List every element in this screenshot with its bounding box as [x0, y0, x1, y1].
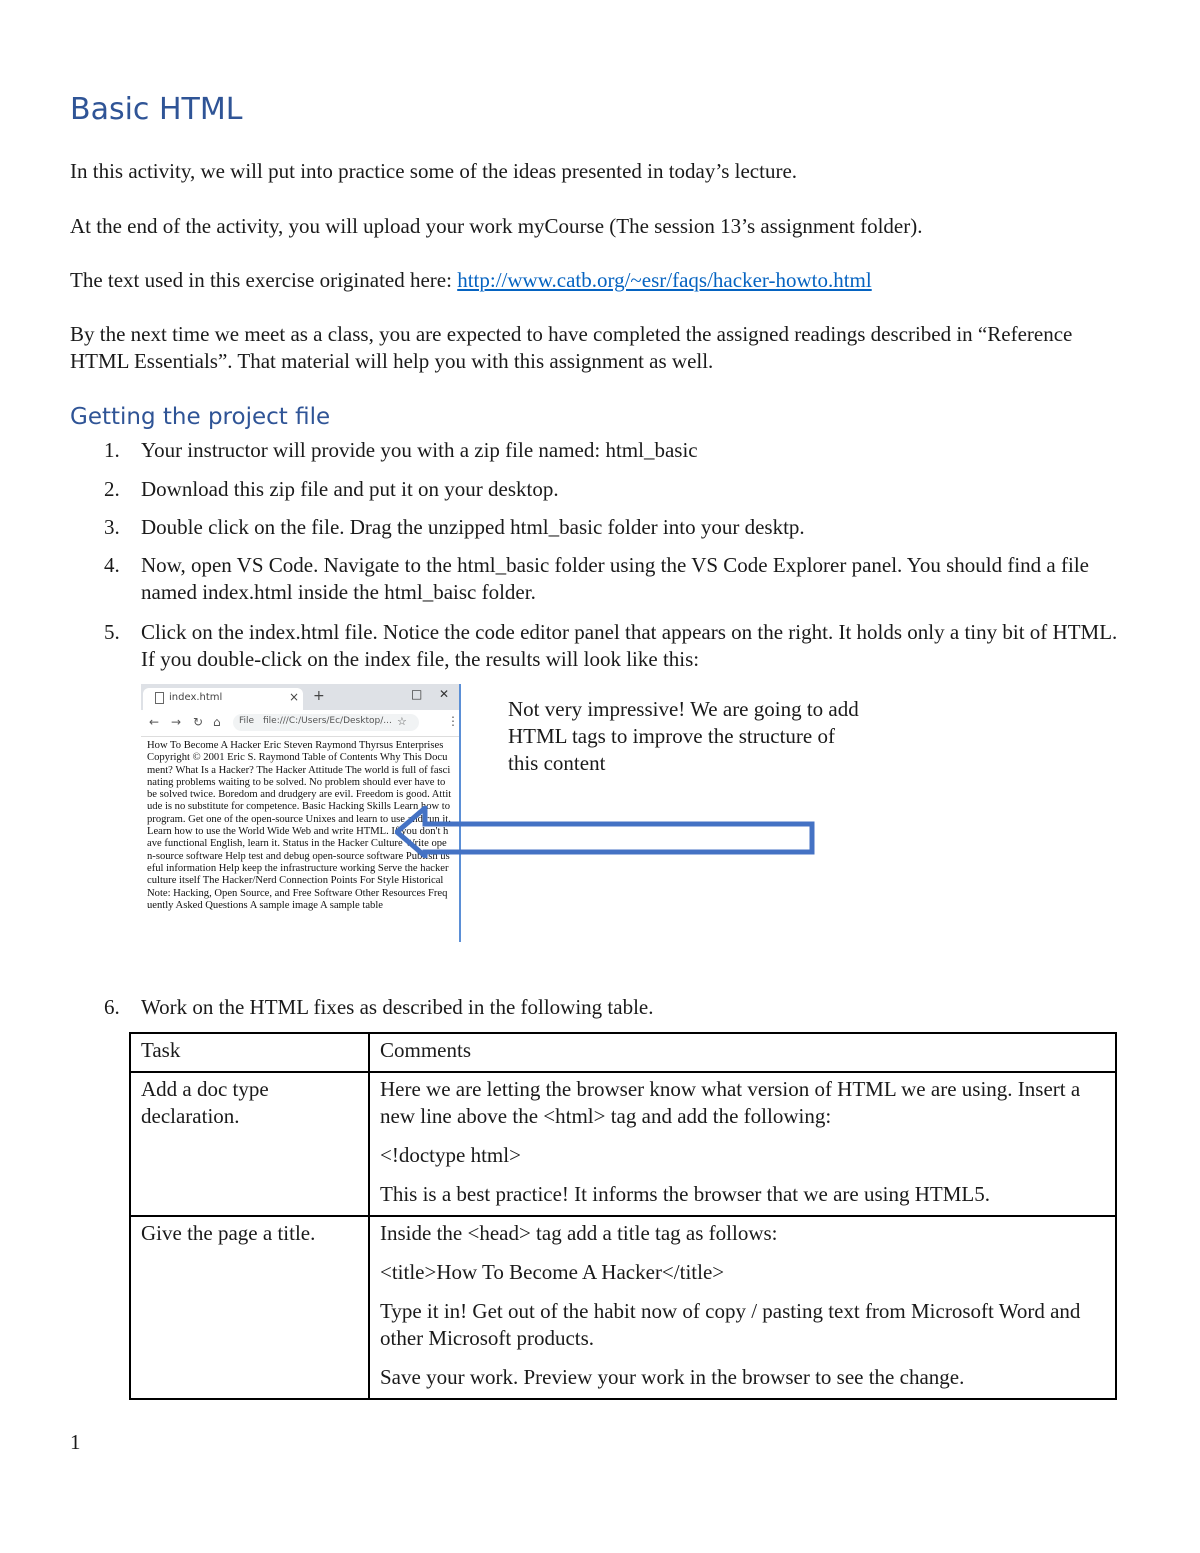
browser-page-content: How To Become A Hacker Eric Steven Raymond Thyrsus Enterprises Copyright © 2001 Eric S. Raymond Table of Contents Why This Document? What Is a Hacker? The Hacker Attitude The world is full of fascinating problems waiting to be solved. No problem should ever have to be solved twice. Boredom and drudgery are evil. Freedom is good. Attitude is no substitute for competence. Basic Hacking Skills Learn how to program. Get one of the open-source Unixes and learn to use and run it. Learn how to use the World Wide Web and write HTML. If you don't have functional English, learn it. Status in the Hacker Culture Write open-source software Help test and debug open-source software Publish useful information Help keep the infrastructure working Serve the hacker culture itself The Hacker/Nerd Connection Points For Style Historical Note: Hacking, Open Source, and Free Software Other Resources Frequently Asked Questions A sample image A sample table: [147, 740, 452, 911]
step-text: Double click on the file. Drag the unzipped html_basic folder into your desktp.: [141, 515, 805, 539]
section-heading: Getting the project file: [70, 404, 331, 430]
maximize-icon: □: [411, 687, 423, 701]
step-text: Download this zip file and put it on your desktop.: [141, 477, 559, 501]
comment-line: <!doctype html>: [380, 1143, 521, 1167]
home-icon: ⌂: [213, 715, 221, 729]
forward-icon: →: [171, 715, 182, 729]
source-paragraph: [70, 267, 1130, 294]
column-header-task: Task: [130, 1033, 369, 1072]
comment-line: Here we are letting the browser know what version of HTML we are using. Insert a new line above the <html> tag and add the following:: [380, 1077, 1081, 1128]
table-header-row: [130, 1033, 1116, 1072]
back-icon: ←: [149, 715, 160, 729]
comment-line: This is a best practice! It informs the browser that we are using HTML5.: [380, 1182, 990, 1206]
source-link[interactable]: http://www.catb.org/~esr/faqs/hacker-howto.html: [457, 268, 872, 292]
tasks-table: [129, 1032, 1117, 1400]
comments-cell: [369, 1072, 1116, 1216]
step-number: 2.: [104, 477, 120, 501]
step-number: 3.: [104, 515, 120, 539]
step-text: Now, open VS Code. Navigate to the html_basic folder using the VS Code Explorer panel. You should find a file named index.html inside the html_baisc folder.: [141, 553, 1089, 604]
upload-paragraph: At the end of the activity, you will upload your work myCourse (The session 13’s assignment folder).: [70, 214, 923, 238]
browser-tab-bar: [141, 684, 459, 710]
left-arrow-icon: [395, 806, 820, 858]
page-number: 1: [70, 1430, 81, 1454]
intro-paragraph: In this activity, we will put into practice some of the ideas presented in today’s lecture.: [70, 159, 798, 183]
close-window-icon: ✕: [439, 687, 450, 701]
star-icon: ☆: [397, 715, 407, 728]
step-text: Click on the index.html file. Notice the code editor panel that appears on the right. It holds only a tiny bit of HTML. If you double-click on the index file, the results will look like this:: [141, 620, 1118, 671]
table-row: [130, 1216, 1116, 1399]
comment-line: Type it in! Get out of the habit now of copy / pasting text from Microsoft Word and other Microsoft products.: [380, 1299, 1081, 1350]
reload-icon: ↻: [193, 715, 204, 729]
address-scheme: File: [239, 716, 255, 726]
table-row: [130, 1072, 1116, 1216]
readings-paragraph: By the next time we meet as a class, you are expected to have completed the assigned readings described in “Reference HTML Essentials”. That material will help you with this assignment as well.: [70, 322, 1073, 373]
column-header-comments: Comments: [369, 1033, 1116, 1072]
address-path: file:///C:/Users/Ec/Desktop/...: [263, 716, 392, 726]
browser-tab: [143, 688, 303, 710]
task-cell: Add a doc type declaration.: [130, 1072, 369, 1216]
step-number: 1.: [104, 438, 120, 462]
comment-line: Save your work. Preview your work in the browser to see the change.: [380, 1365, 965, 1389]
step-text: Work on the HTML fixes as described in the following table.: [141, 995, 654, 1019]
step-number: 4.: [104, 553, 120, 577]
side-note: Not very impressive! We are going to add HTML tags to improve the structure of this content: [508, 697, 859, 775]
comment-line: Inside the <head> tag add a title tag as follows:: [380, 1221, 778, 1245]
step-number: 6.: [104, 995, 120, 1019]
page-title: Basic HTML: [70, 92, 243, 127]
menu-icon: ⋮: [447, 714, 459, 728]
step-number: 5.: [104, 620, 120, 644]
address-bar: [233, 714, 419, 731]
browser-toolbar: [141, 710, 459, 737]
task-cell: Give the page a title.: [130, 1216, 369, 1399]
source-text: The text used in this exercise originated here:: [70, 268, 458, 292]
plus-icon: +: [313, 688, 325, 704]
tab-title: index.html: [169, 692, 223, 703]
close-icon: ×: [289, 690, 300, 704]
step-text: Your instructor will provide you with a zip file named: html_basic: [141, 438, 698, 462]
comments-cell: [369, 1216, 1116, 1399]
comment-line: <title>How To Become A Hacker</title>: [380, 1260, 725, 1284]
page-icon: [155, 692, 164, 704]
